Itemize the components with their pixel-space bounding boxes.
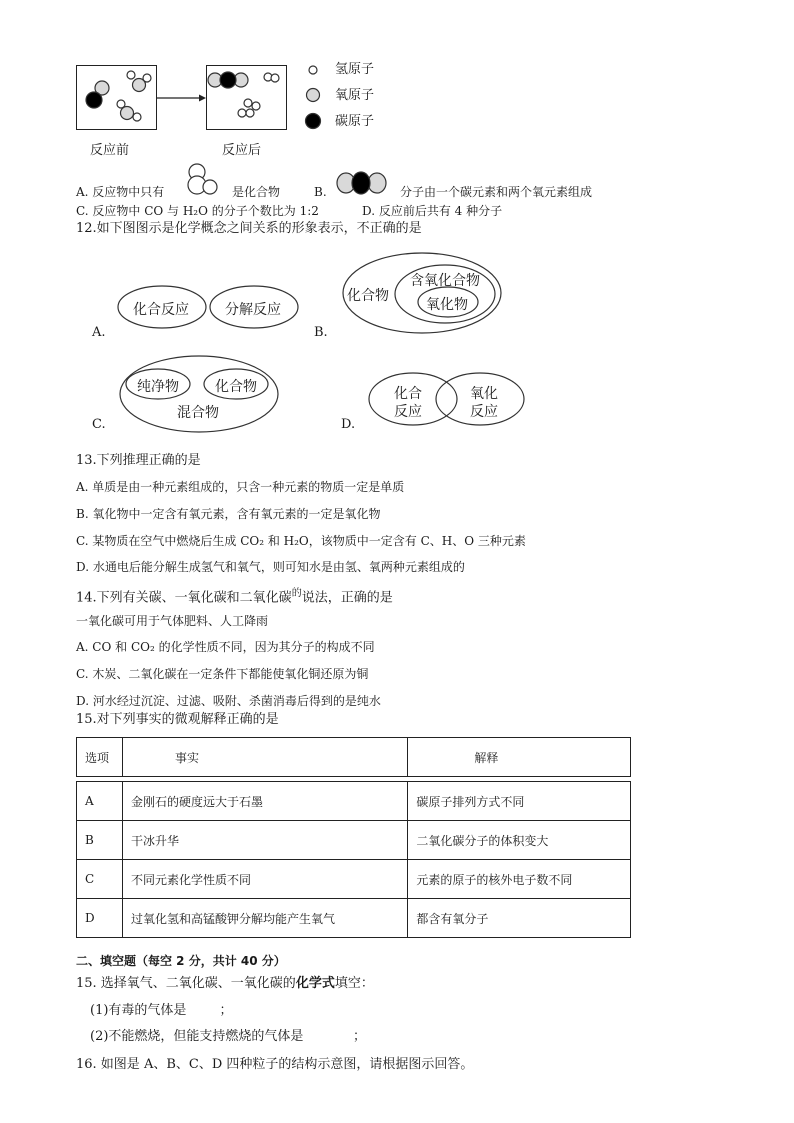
q11-option-a-suffix: 是化合物 bbox=[232, 185, 281, 199]
cell-option: D bbox=[77, 899, 123, 938]
q12-option-d-letter: D. bbox=[341, 417, 356, 432]
q13-option-c: C. 某物质在空气中燃烧后生成 CO₂ 和 H₂O，该物质中一定含有 C、H、O 三种元素 bbox=[76, 534, 526, 548]
cell-explanation: 二氧化碳分子的体积变大 bbox=[408, 821, 631, 860]
section-2-title: 二、填空题（每空 2 分，共计 40 分） bbox=[76, 954, 286, 968]
q12-stem: 12.如下图图示是化学概念之间关系的形象表示，不正确的是 bbox=[76, 221, 422, 236]
table-row bbox=[77, 782, 631, 821]
cell-explanation: 碳原子排列方式不同 bbox=[408, 782, 631, 821]
q15b-part-1: (1)有毒的气体是 ； bbox=[90, 1003, 233, 1018]
table-row bbox=[77, 899, 631, 938]
legend-carbon-label: 碳原子 bbox=[335, 114, 375, 129]
cell-fact: 金刚石的硬度远大于石墨 bbox=[122, 782, 407, 821]
cell-fact: 不同元素化学性质不同 bbox=[122, 860, 407, 899]
q15b-stem-bold: 化学式 bbox=[295, 976, 335, 991]
q14-option-2: A. CO 和 CO₂ 的化学性质不同，因为其分子的构成不同 bbox=[76, 640, 375, 654]
table-header-row bbox=[77, 738, 631, 777]
q12-b-inner-label: 氧化物 bbox=[426, 297, 468, 313]
legend-oxygen-label: 氧原子 bbox=[335, 88, 375, 103]
cell-fact: 干冰升华 bbox=[122, 821, 407, 860]
q11-option-b-text: 分子由一个碳元素和两个氧元素组成 bbox=[400, 185, 593, 199]
q12-d-right-label-2: 反应 bbox=[470, 404, 498, 420]
q12-a-right-label: 分解反应 bbox=[225, 302, 281, 318]
q12-option-a-letter: A. bbox=[92, 325, 106, 340]
q14-option-1: 一氧化碳可用于气体肥料、人工降雨 bbox=[76, 614, 269, 628]
table-row bbox=[77, 821, 631, 860]
q13-option-b: B. 氧化物中一定含有氧元素，含有氧元素的一定是氧化物 bbox=[76, 507, 381, 521]
q12-b-outer-label: 化合物 bbox=[347, 288, 389, 304]
after-reaction-label: 反应后 bbox=[222, 143, 262, 158]
table-row bbox=[77, 860, 631, 899]
q15-facts-table bbox=[76, 737, 631, 938]
q11-option-b-letter: B. bbox=[314, 185, 327, 199]
q13-option-a: A. 单质是由一种元素组成的，只含一种元素的物质一定是单质 bbox=[76, 480, 405, 494]
q12-c-outer-label: 混合物 bbox=[177, 405, 219, 421]
q14-stem bbox=[76, 586, 393, 606]
cell-fact: 过氧化氢和高锰酸钾分解均能产生氧气 bbox=[122, 899, 407, 938]
q15b-stem bbox=[76, 976, 374, 992]
header-option: 选项 bbox=[77, 738, 123, 777]
q14-stem-sup: 的 bbox=[291, 588, 302, 599]
q12-option-c-letter: C. bbox=[92, 417, 106, 432]
q13-stem: 13.下列推理正确的是 bbox=[76, 453, 201, 468]
q14-option-3: C. 木炭、二氧化碳在一定条件下都能使氧化铜还原为铜 bbox=[76, 667, 369, 681]
q14-stem-post: 说法，正确的是 bbox=[301, 590, 393, 606]
q12-a-left-label: 化合反应 bbox=[133, 302, 189, 318]
q12-d-left-label-1: 化合 bbox=[394, 386, 422, 402]
q15b-stem-pre: 15. 选择氧气、二氧化碳、一氧化碳的 bbox=[76, 976, 296, 991]
q12-b-middle-label: 含氧化合物 bbox=[410, 273, 480, 289]
q12-c-right-label: 化合物 bbox=[215, 379, 257, 395]
q14-stem-pre: 14.下列有关碳、一氧化碳和二氧化碳 bbox=[76, 590, 292, 606]
before-reaction-label: 反应前 bbox=[90, 143, 130, 158]
header-explanation: 解释 bbox=[408, 738, 631, 777]
q11-option-a-text: A. 反应物中只有 bbox=[76, 185, 165, 199]
q11-option-d: D. 反应前后共有 4 种分子 bbox=[362, 204, 503, 218]
q12-d-right-label-1: 氧化 bbox=[470, 386, 498, 402]
cell-option: B bbox=[77, 821, 123, 860]
q14-option-4: D. 河水经过沉淀、过滤、吸附、杀菌消毒后得到的是纯水 bbox=[76, 694, 381, 708]
q13-option-d: D. 水通电后能分解生成氢气和氧气，则可知水是由氢、氧两种元素组成的 bbox=[76, 560, 465, 574]
cell-option: A bbox=[77, 782, 123, 821]
q11-option-c: C. 反应物中 CO 与 H₂O 的分子个数比为 1:2 bbox=[76, 204, 319, 218]
q15-stem: 15.对下列事实的微观解释正确的是 bbox=[76, 712, 279, 727]
cell-option: C bbox=[77, 860, 123, 899]
cell-explanation: 都含有氧分子 bbox=[408, 899, 631, 938]
cell-explanation: 元素的原子的核外电子数不同 bbox=[408, 860, 631, 899]
q16-stem: 16. 如图是 A、B、C、D 四种粒子的结构示意图，请根据图示回答。 bbox=[76, 1057, 474, 1072]
legend-hydrogen-label: 氢原子 bbox=[335, 62, 375, 77]
q12-c-left-label: 纯净物 bbox=[137, 379, 179, 395]
q12-d-left-label-2: 反应 bbox=[394, 404, 422, 420]
q12-option-b-letter: B. bbox=[314, 325, 328, 340]
q15b-stem-post: 填空： bbox=[334, 976, 374, 991]
header-fact: 事实 bbox=[122, 738, 407, 777]
q15b-part-2: (2)不能燃烧，但能支持燃烧的气体是 ； bbox=[90, 1029, 367, 1044]
